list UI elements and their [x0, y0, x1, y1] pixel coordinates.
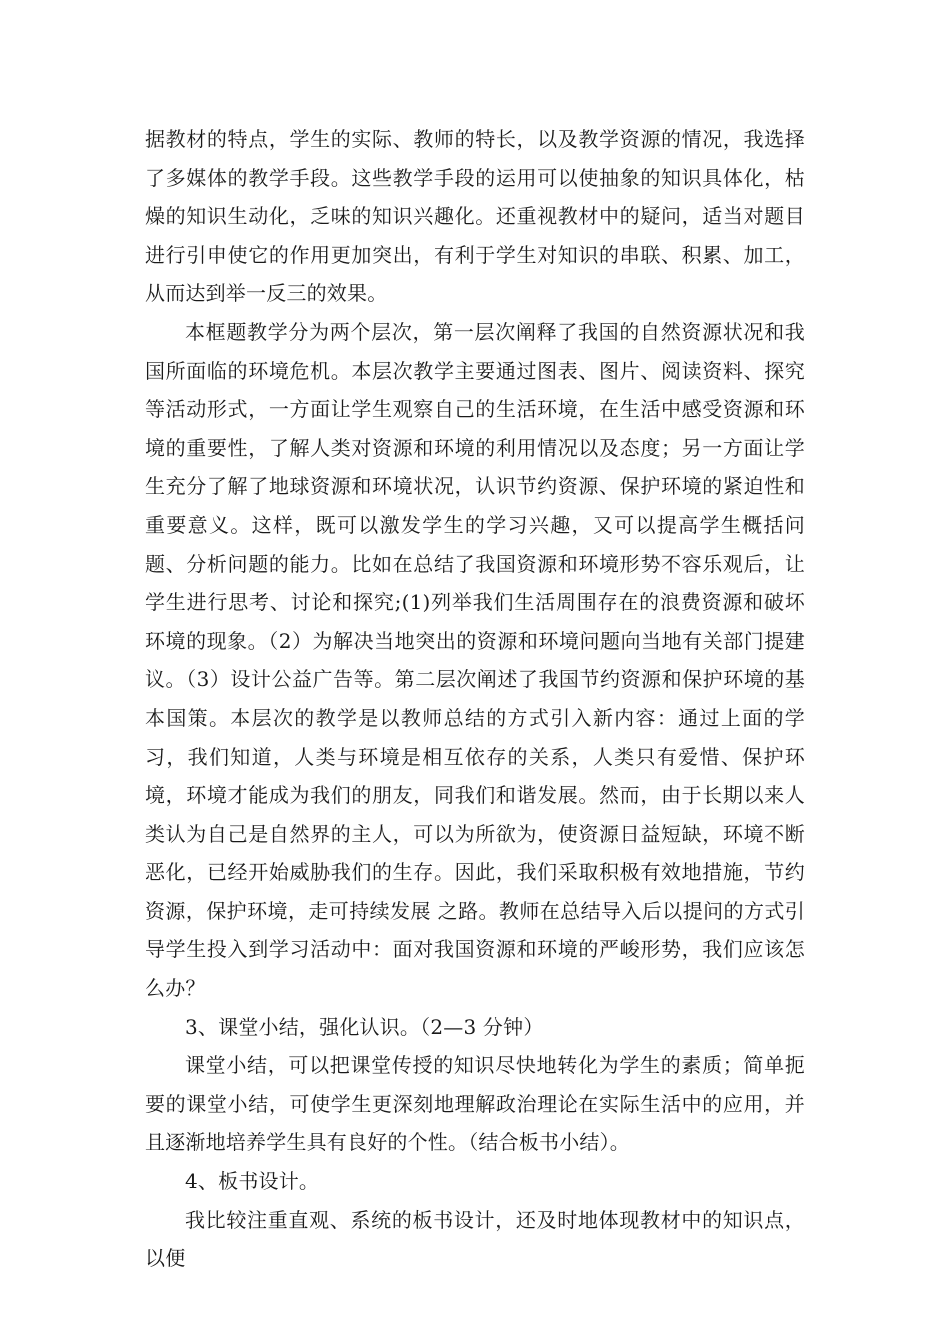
paragraph-board-design: 我比较注重直观、系统的板书设计，还及时地体现教材中的知识点，以便 — [145, 1207, 805, 1271]
paragraph-teaching-methods: 据教材的特点，学生的实际、教师的特长，以及教学资源的情况，我选择了多媒体的教学手段。这些教学手段的运用可以使抽象的知识具体化，枯燥的知识生动化，乏味的知识兴趣化。还重视教材中的疑问，适当对题目进行引申使它的作用更加突出，有利于学生对知识的串联、积累、加工，从而达到举一反三的效果。 — [145, 127, 805, 306]
paragraph-class-summary: 课堂小结，可以把课堂传授的知识尽快地转化为学生的素质；简单扼要的课堂小结，可使学生更深刻地理解政治理论在实际生活中的应用，并且逐渐地培养学生具有良好的个性。（结合板书小结）。 — [145, 1053, 805, 1155]
document-body — [145, 120, 805, 1278]
heading-class-summary: 3、课堂小结，强化认识。（2—3 分钟） — [185, 1014, 544, 1039]
heading-board-design: 4、板书设计。 — [185, 1169, 320, 1194]
paragraph-two-levels: 本框题教学分为两个层次，第一层次阐释了我国的自然资源状况和我国所面临的环境危机。本层次教学主要通过图表、图片、阅读资料、探究等活动形式，一方面让学生观察自己的生活环境，在生活中感受资源和环境的重要性，了解人类对资源和环境的利用情况以及态度；另一方面让学生充分了解了地球资源和环境状况，认识节约资源、保护环境的紧迫性和重要意义。这样，既可以激发学生的学习兴趣，又可以提高学生概括问题、分析问题的能力。比如在总结了我国资源和环境形势不容乐观后，让学生进行思考、讨论和探究;(1)列举我们生活周围存在的浪费资源和破坏环境的现象。（2）为解决当地突出的资源和环境问题向当地有关部门提建议。（3）设计公益广告等。第二层次阐述了我国节约资源和保护环境的基本国策。本层次的教学是以教师总结的方式引入新内容：通过上面的学习，我们知道，人类与环境是相互依存的关系，人类只有爱惜、保护环境，环境才能成为我们的朋友，同我们和谐发展。然而，由于长期以来人类认为自己是自然界的主人，可以为所欲为，使资源日益短缺，环境不断恶化，已经开始威胁我们的生存。因此，我们采取积极有效地措施，节约资源，保护环境，走可持续发展 之路。教师在总结导入后以提问的方式引导学生投入到学习活动中：面对我国资源和环境的严峻形势，我们应该怎么办？ — [145, 319, 805, 1001]
